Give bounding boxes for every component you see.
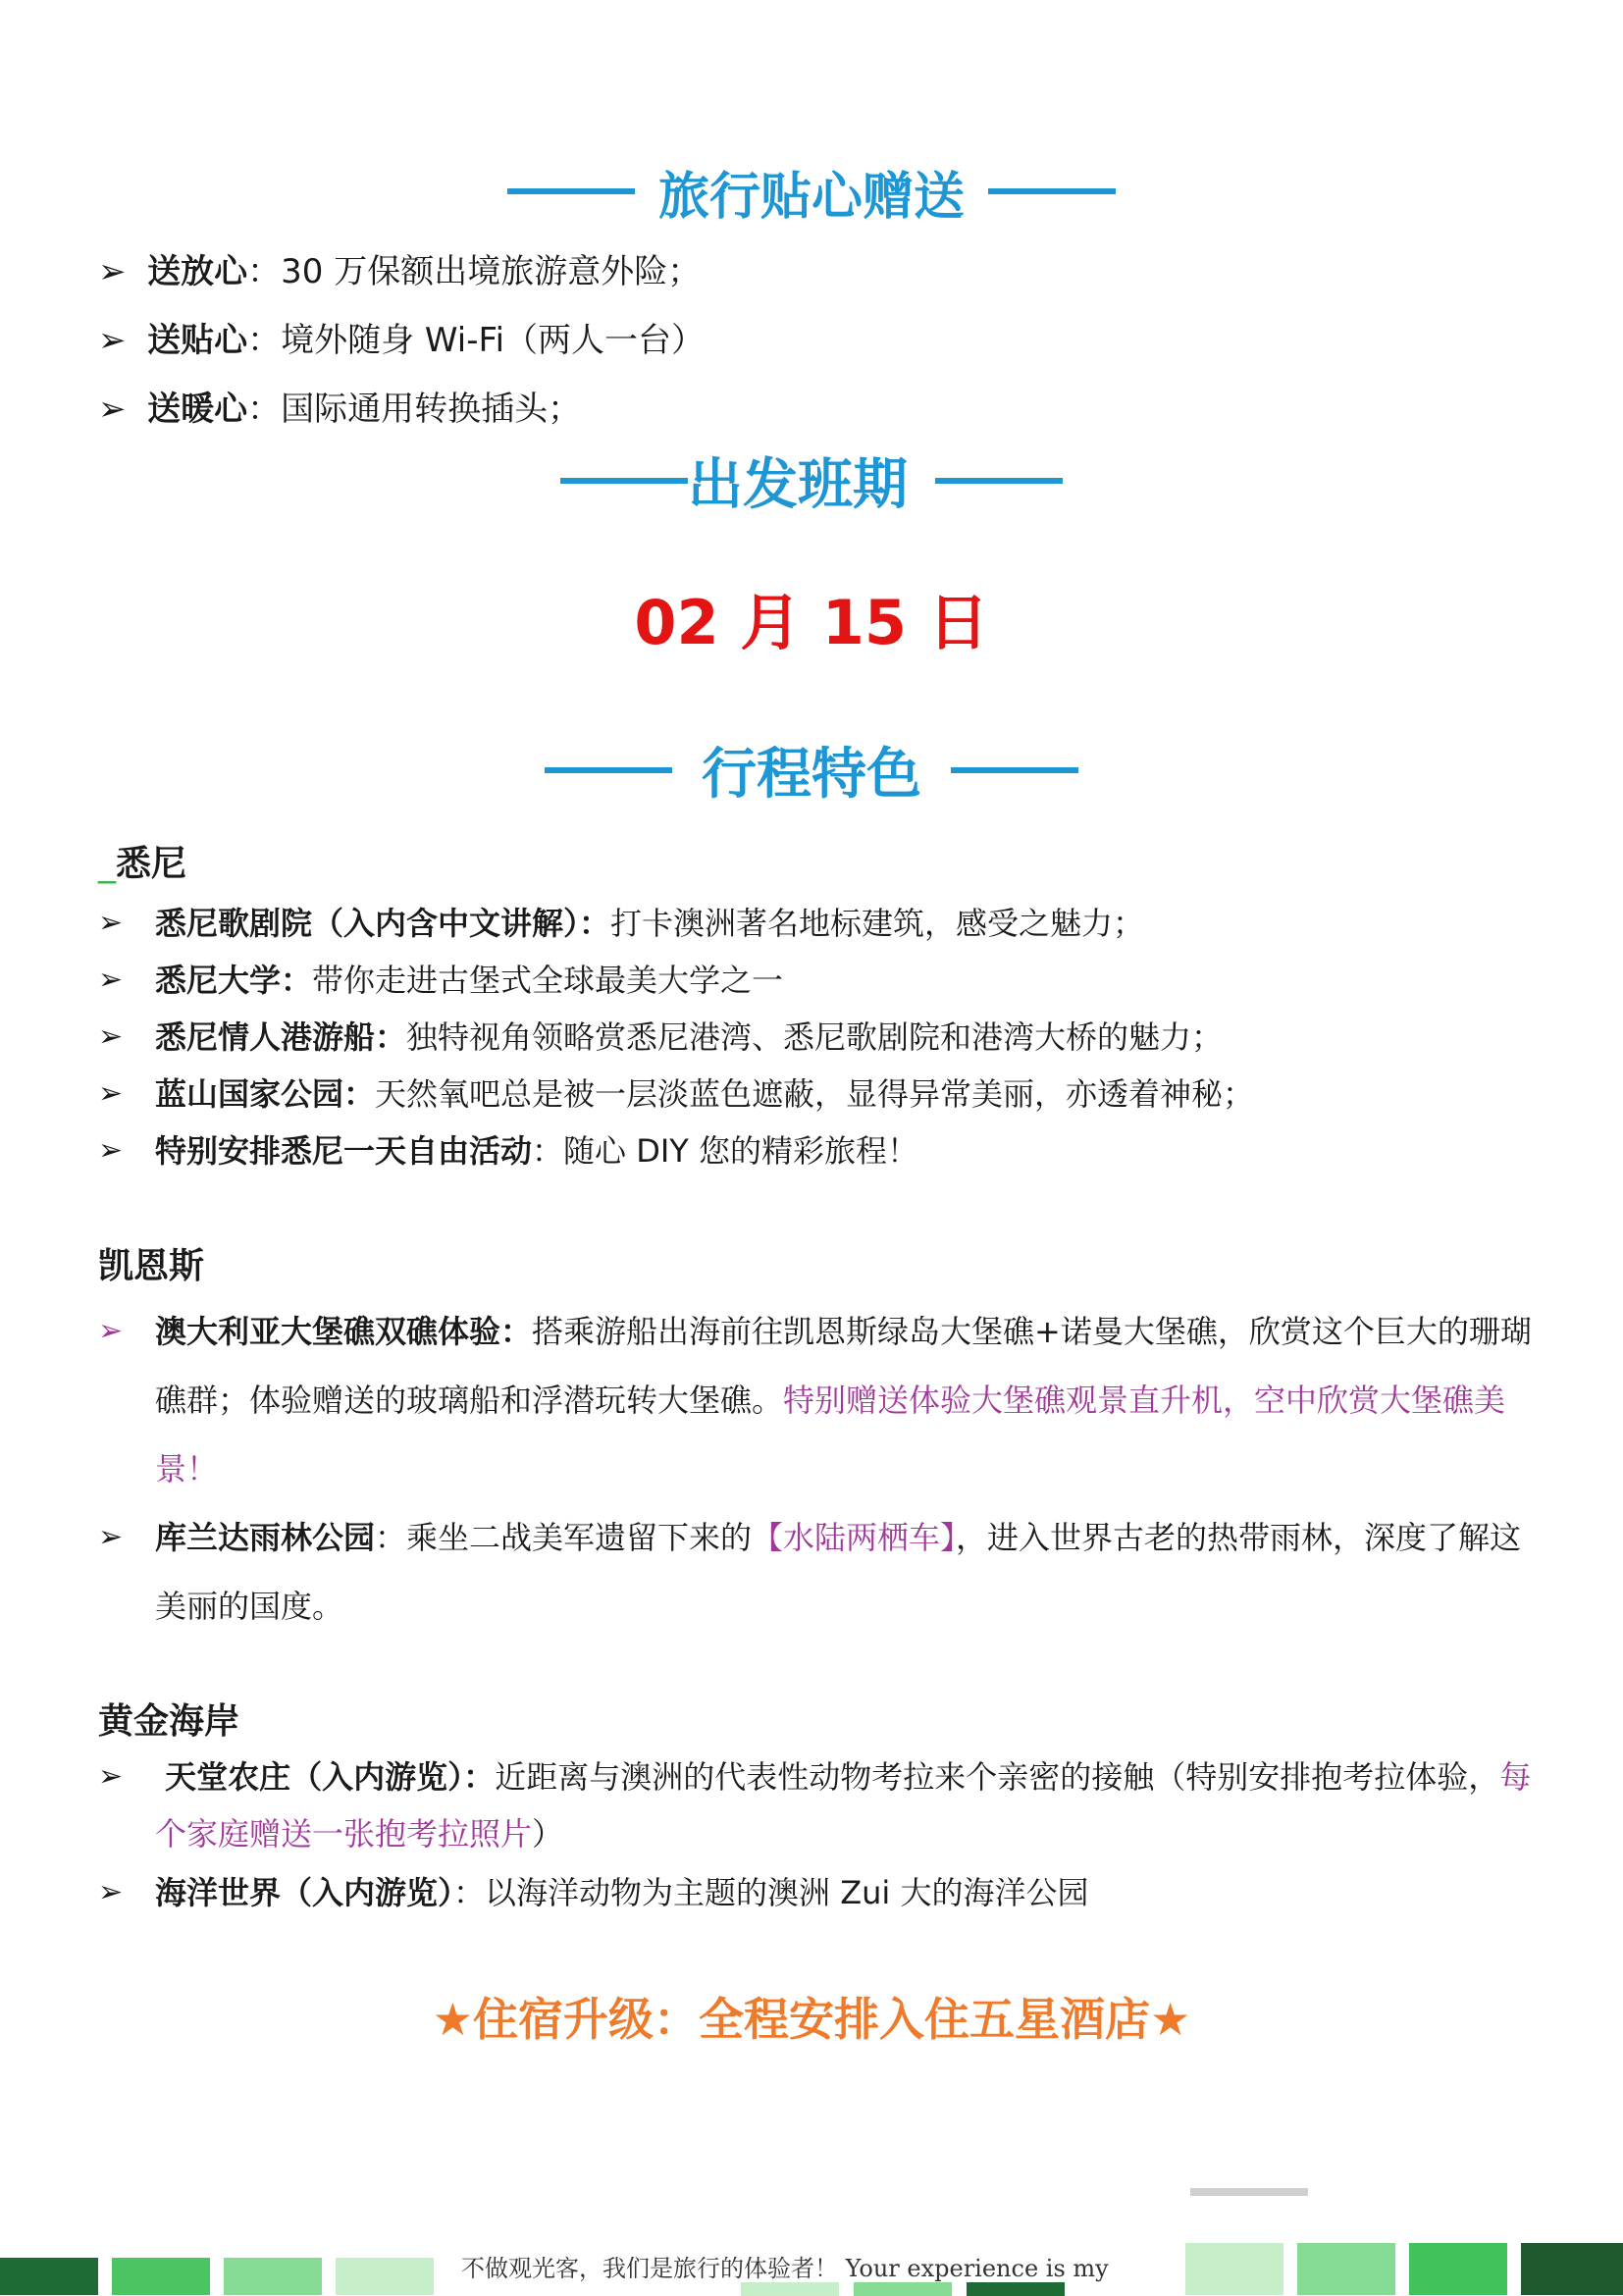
features-title: 行程特色 <box>702 743 921 807</box>
features-heading <box>0 736 1623 805</box>
gift-item-wifi <box>98 306 705 375</box>
goldcoast-item-farm <box>155 1748 1539 1862</box>
item-label: 澳大利亚大堡礁双礁体验： <box>155 1313 533 1350</box>
item-highlight: 每个家庭赠送一张抱考拉照片 <box>155 1758 1532 1852</box>
arrow-icon: ➢ <box>98 1076 124 1111</box>
item-text: 独特视角领略赏悉尼港湾、悉尼歌剧院和港湾大桥的魅力； <box>406 1018 1224 1056</box>
departure-date: 02 月 15 日 <box>634 587 989 658</box>
arrow-icon: ➢ <box>98 906 124 940</box>
heading-rule-left <box>507 188 635 194</box>
sydney-item-cruise <box>155 1009 1539 1066</box>
footer-block <box>336 2258 434 2295</box>
arrow-icon: ➢ <box>98 390 127 429</box>
gift-item-label: 送放心 <box>147 252 248 291</box>
footer-gray-bar <box>1190 2188 1308 2196</box>
footer-block <box>741 2282 839 2296</box>
cairns-item-rainforest <box>155 1503 1539 1641</box>
city-name: 悉尼 <box>116 844 187 884</box>
item-text: ：乘坐二战美军遗留下来的 <box>375 1519 753 1556</box>
gift-item-text: ：国际通用转换插头； <box>247 390 582 429</box>
arrow-icon: ➢ <box>98 1019 124 1054</box>
city-goldcoast: 黄金海岸 <box>98 1701 240 1742</box>
heading-rule-left <box>560 478 688 484</box>
item-highlight: 【水陆两栖车】 <box>752 1519 957 1556</box>
item-label: 天堂农庄（入内游览）： <box>165 1758 496 1796</box>
footer-block <box>1521 2243 1623 2295</box>
goldcoast-item-seaworld <box>155 1864 1539 1921</box>
item-label: 海洋世界（入内游览） <box>155 1874 454 1911</box>
arrow-icon: ➢ <box>98 1520 124 1554</box>
sydney-item-opera <box>155 895 1539 952</box>
gift-item-label: 送贴心 <box>147 321 248 360</box>
sydney-item-university <box>155 952 1539 1009</box>
item-label: 悉尼大学： <box>155 962 313 999</box>
footer-slogan: 不做观光客，我们是旅行的体验者！ Your experience is my <box>461 2255 1109 2282</box>
item-text: 搭乘游船出海前往凯恩斯绿岛大堡礁+诺曼大堡礁，欣赏这个巨大的珊瑚礁群；体验赠送的玻璃船和浮潜玩转大堡礁。 <box>155 1313 1532 1419</box>
heading-rule-left <box>545 767 672 773</box>
footer-block <box>854 2282 952 2296</box>
gift-item-label: 送暖心 <box>147 390 248 429</box>
item-highlight: 特别赠送体验大堡礁观景直升机，空中欣赏大堡礁美景！ <box>155 1382 1506 1487</box>
cairns-item-reef <box>155 1297 1539 1503</box>
item-label: 悉尼歌剧院（入内含中文讲解）： <box>155 905 611 942</box>
gift-heading <box>0 157 1623 226</box>
arrow-icon: ➢ <box>98 1875 124 1909</box>
footer-block <box>224 2258 322 2295</box>
arrow-icon: ➢ <box>98 1314 124 1348</box>
departure-heading <box>0 446 1623 515</box>
item-text: ，进入世界古老的热带雨林，深度了解这美丽的国度。 <box>155 1519 1522 1625</box>
footer-block <box>1297 2243 1395 2295</box>
city-cairns: 凯恩斯 <box>98 1246 205 1286</box>
item-label: 库兰达雨林公园 <box>155 1519 376 1556</box>
item-text: 打卡澳洲著名地标建筑，感受之魅力； <box>610 905 1145 942</box>
item-text: ） <box>532 1815 564 1852</box>
arrow-icon: ➢ <box>98 963 124 997</box>
item-label: 特别安排悉尼一天自由活动 <box>155 1132 533 1170</box>
gift-item-text: ：境外随身 Wi-Fi（两人一台） <box>247 321 706 360</box>
item-text: 带你走进古堡式全球最美大学之一 <box>312 962 784 999</box>
item-text: 天然氧吧总是被一层淡蓝色遮蔽，显得异常美丽，亦透着神秘； <box>375 1075 1255 1113</box>
footer-block <box>967 2282 1065 2296</box>
gift-title: 旅行贴心赠送 <box>657 167 965 227</box>
sydney-item-bluemountains <box>155 1066 1539 1122</box>
city-sydney <box>98 836 186 886</box>
item-text: ：以海洋动物为主题的澳洲 Zui 大的海洋公园 <box>453 1874 1089 1911</box>
heading-rule-right <box>935 478 1063 484</box>
city-marker: _ <box>98 844 116 884</box>
item-text: ：随心 DIY 您的精彩旅程！ <box>532 1132 918 1170</box>
hotel-upgrade-banner: ★住宿升级：全程安排入住五星酒店★ <box>432 1993 1191 2046</box>
departure-title: 出发班期 <box>688 453 908 517</box>
heading-rule-right <box>988 188 1116 194</box>
item-label: 蓝山国家公园： <box>155 1075 376 1113</box>
footer-block <box>112 2258 210 2295</box>
sydney-item-freeday <box>155 1122 1539 1179</box>
arrow-icon: ➢ <box>98 1133 124 1168</box>
gift-item-insurance <box>98 237 701 306</box>
footer-block <box>1409 2243 1507 2295</box>
arrow-icon: ➢ <box>98 321 127 360</box>
item-label: 悉尼情人港游船： <box>155 1018 407 1056</box>
gift-item-adapter <box>98 375 581 444</box>
footer-block <box>1185 2243 1283 2295</box>
footer-block <box>0 2258 98 2295</box>
item-text: 近距离与澳洲的代表性动物考拉来个亲密的接触（特别安排抱考拉体验， <box>495 1758 1500 1796</box>
heading-rule-right <box>951 767 1078 773</box>
arrow-icon: ➢ <box>98 1759 124 1794</box>
arrow-icon: ➢ <box>98 252 127 291</box>
gift-item-text: ：30 万保额出境旅游意外险； <box>247 252 702 291</box>
